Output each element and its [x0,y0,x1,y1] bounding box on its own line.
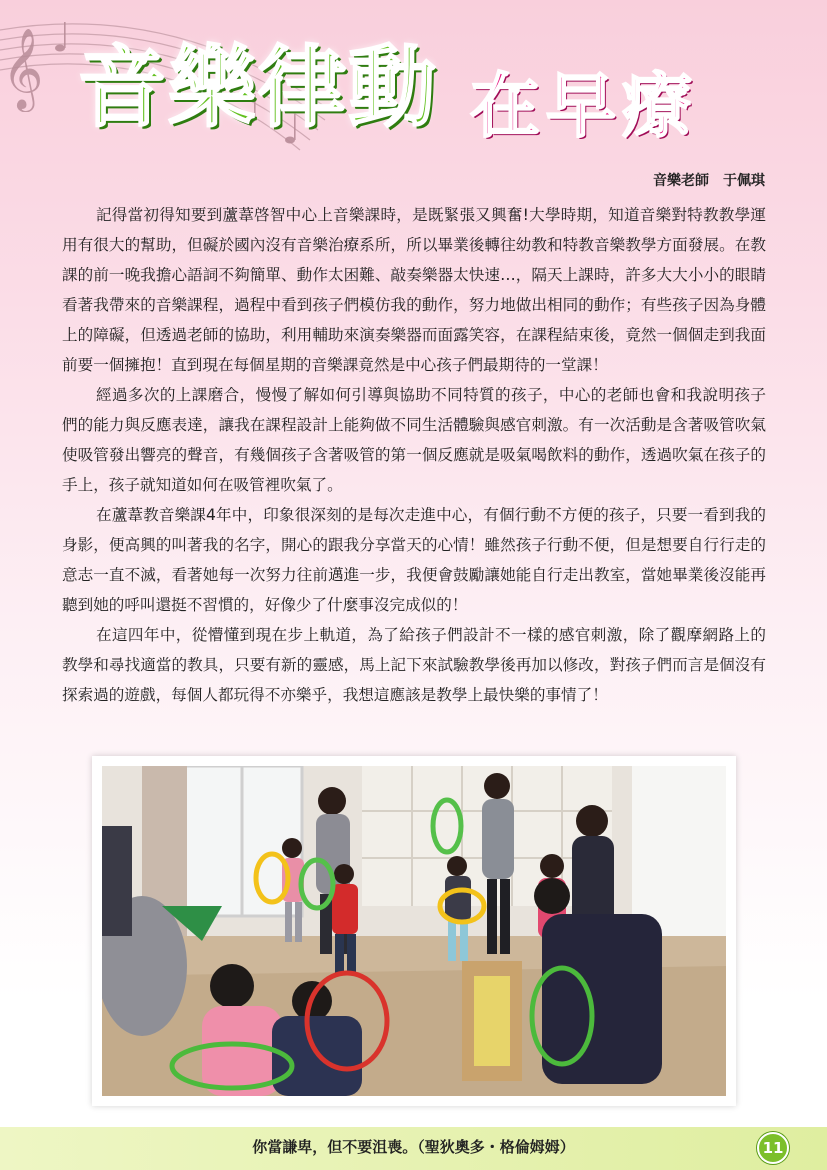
paragraph: 在蘆葦教音樂課4年中，印象很深刻的是每次走進中心，有個行動不方便的孩子，只要一看到我的身影，便高興的叫著我的名字，開心的跟我分享當天的心情！雖然孩子行動不便，但是想要自行行走的意志一直不滅，看著她每一次努力往前邁進一步，我便會鼓勵讓她能自行走出教室，當她畢業後沒能再聽到她的呼叫還挺不習慣的，好像少了什麼事沒完成似的！ [62,506,766,614]
article-body [62,200,766,710]
page-number-badge: 11 [757,1132,789,1164]
svg-text:𝄞: 𝄞 [2,27,44,109]
photo-frame [92,756,736,1106]
author-byline: 音樂老師 于佩琪 [653,173,765,189]
paragraph: 在這四年中，從懵懂到現在步上軌道，為了給孩子們設計不一樣的感官刺激，除了觀摩網路上的教學和尋找適當的教具，只要有新的靈感，馬上記下來試驗教學後再加以修改，對孩子們而言是個沒有探索過的遊戲，每個人都玩得不亦樂乎，我想這應該是教學上最快樂的事情了！ [62,626,766,704]
footer-quote: 你當謙卑，但不要沮喪。（聖狄奧多・格倫姆姆） [252,1138,575,1156]
page-footer [0,1127,827,1170]
classroom-photo [102,766,726,1096]
paragraph: 經過多次的上課磨合，慢慢了解如何引導與協助不同特質的孩子，中心的老師也會和我說明孩子們的能力與反應表達，讓我在課程設計上能夠做不同生活體驗與感官刺激。有一次活動是含著吸管吹氣使吸管發出響亮的聲音，有幾個孩子含著吸管的第一個反應就是吸氣喝飲料的動作，透過吹氣在孩子的手上，孩子就知道如何在吸管裡吹氣了。 [62,386,766,494]
page-title: 音樂律動 [78,36,439,139]
page-subtitle: 在早療 [470,65,698,147]
paragraph: 記得當初得知要到蘆葦啓智中心上音樂課時，是既緊張又興奮!大學時期，知道音樂對特教教學運用有很大的幫助，但礙於國內沒有音樂治療系所，所以畢業後轉往幼教和特教音樂教學方面發展。在教課的前一晚我擔心語詞不夠簡單、動作太困難、敲奏樂器太快速…，隔天上課時，許多大大小小的眼睛看著我帶來的音樂課程，過程中看到孩子們模仿我的動作，努力地做出相同的動作；有些孩子因為身體上的障礙，但透過老師的協助，利用輔助來演奏樂器而面露笑容，在課程結束後，竟然一個個走到我面前要一個擁抱！直到現在每個星期的音樂課竟然是中心孩子們最期待的一堂課！ [62,206,766,374]
page-header [0,0,827,175]
classroom-photo-illustration [102,766,726,1096]
